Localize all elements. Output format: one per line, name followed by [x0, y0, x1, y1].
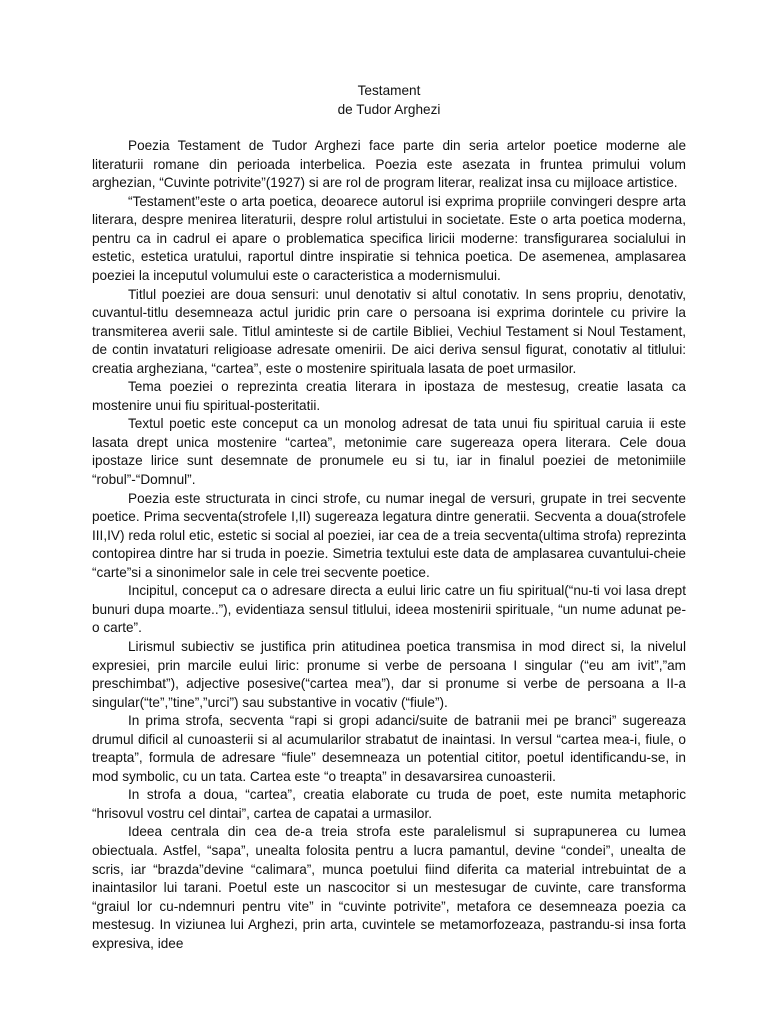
document-title: Testament: [357, 83, 421, 98]
title-block: [92, 82, 686, 119]
paragraph: “Testament”este o arta poetica, deoarece autorul isi exprima propriile convingeri despre arta literara, despre menirea literaturii, despre rolul artistului in societate. Este o arta poetica moderna, pentru ca in cadrul ei apare o problematica specifica liricii moderne: transfigurarea socialului in estetic, estetica uratului, raportul dintre inspiratie si tehnica poetica. De asemenea, amplasarea poeziei la inceputul volumului este o caracteristica a modernismului.: [92, 193, 686, 284]
paragraph: Poezia este structurata in cinci strofe, cu numar inegal de versuri, grupate in trei secvente poetice. Prima secventa(strofele I,II) sugereaza legatura dintre generatii. Secventa a doua(strofele III,IV) reda rolul etic, estetic si social al poeziei, iar cea de a treia secventa(ultima strofa) reprezinta contopirea dintre har si truda in poezie. Simetria textului este data de amplasarea cuvantului-cheie “carte”si a sinonimelor sale in cele trei secvente poetice.: [92, 490, 686, 580]
paragraph: In prima strofa, secventa “rapi si gropi adanci/suite de batranii mei pe branci” sugereaza drumul dificil al cunoasterii si al acumularilor strabatut de inaintasi. In versul “cartea mea-i, fiule, o treapta”, formula de adresare “fiule” desemneaza un potential cititor, poetul identificandu-se, in mod symbolic, cu un tata. Cartea este “o treapta” in desavarsirea cunoasterii.: [92, 713, 686, 784]
document-body: [92, 137, 686, 953]
paragraph: Tema poeziei o reprezinta creatia literara in ipostaza de mestesug, creatie lasata ca mostenire unui fiu spiritual-posteritatii.: [92, 379, 686, 413]
paragraph: In strofa a doua, “cartea”, creatia elaborate cu truda de poet, este numita metaphoric “hrisovul vostru cel dintai”, cartea de capatai a urmasilor.: [92, 787, 686, 821]
paragraph: Incipitul, conceput ca o adresare directa a eului liric catre un fiu spiritual(“nu-ti voi lasa drept bunuri dupa moarte..”), evidentiaza sensul titlului, ideea mostenirii spirituale, “un nume adunat pe-o carte”.: [92, 583, 686, 636]
paragraph: Lirismul subiectiv se justifica prin atitudinea poetica transmisa in mod direct si, la nivelul expresiei, prin marcile eului liric: pronume si verbe de persoana I singular (“eu am ivit”,”am preschimbat”), adjective posesive(“cartea mea”), dar si pronume si verbe de persoana a II-a singular(“te”,”tine”,”urci”) sau substantive in vocativ (“fiule”).: [92, 638, 686, 710]
paragraph: Poezia Testament de Tudor Arghezi face parte din seria artelor poetice moderne ale literaturii romane din perioada interbelica. Poezia este asezata in fruntea primului volum arghezian, “Cuvinte potrivite”(1927) si are rol de program literar, realizat insa cu mijloace artistice.: [92, 138, 686, 191]
paragraph: Textul poetic este conceput ca un monolog adresat de tata unui fiu spiritual caruia ii este lasata drept unica mostenire “cartea”, metonimie care sugereaza opera literara. Cele doua ipostaze lirice sunt desemnate de pronumele eu si tu, iar in finalul poeziei de metonimiile “robul”-“Domnul”.: [92, 416, 686, 488]
paragraph: Ideea centrala din cea de-a treia strofa este paralelismul si suprapunerea cu lumea obiectuala. Astfel, “sapa”, unealta folosita pentru a lucra pamantul, devine “condei”, unealta de scris, iar “brazda”devine “calimara”, munca poetului fiind diferita ca material intrebuintat de a inaintasilor lui tarani. Poetul este un nascocitor si un mestesugar de cuvinte, care transforma “graiul lor cu-ndemnuri pentru vite” in “cuvinte potrivite”, metafora ce desemneaza poezia ca mestesug. In viziunea lui Arghezi, prin arta, cuvintele se metamorfozeaza, pastrandu-si insa forta expresiva, idee: [92, 824, 686, 951]
document-subtitle: de Tudor Arghezi: [337, 101, 441, 117]
paragraph: Titlul poeziei are doua sensuri: unul denotativ si altul conotativ. In sens propriu, denotativ, cuvantul-titlu desemneaza actul juridic prin care o persoana isi exprima dorintele cu privire la transmiterea averii sale. Titlul aminteste si de cartile Bibliei, Vechiul Testament si Noul Testament, de contin invataturi religioase adresate omenirii. De aici deriva sensul figurat, conotativ al titlului: creatia argheziana, “cartea”, este o mostenire spirituala lasata de poet urmasilor.: [92, 286, 686, 376]
